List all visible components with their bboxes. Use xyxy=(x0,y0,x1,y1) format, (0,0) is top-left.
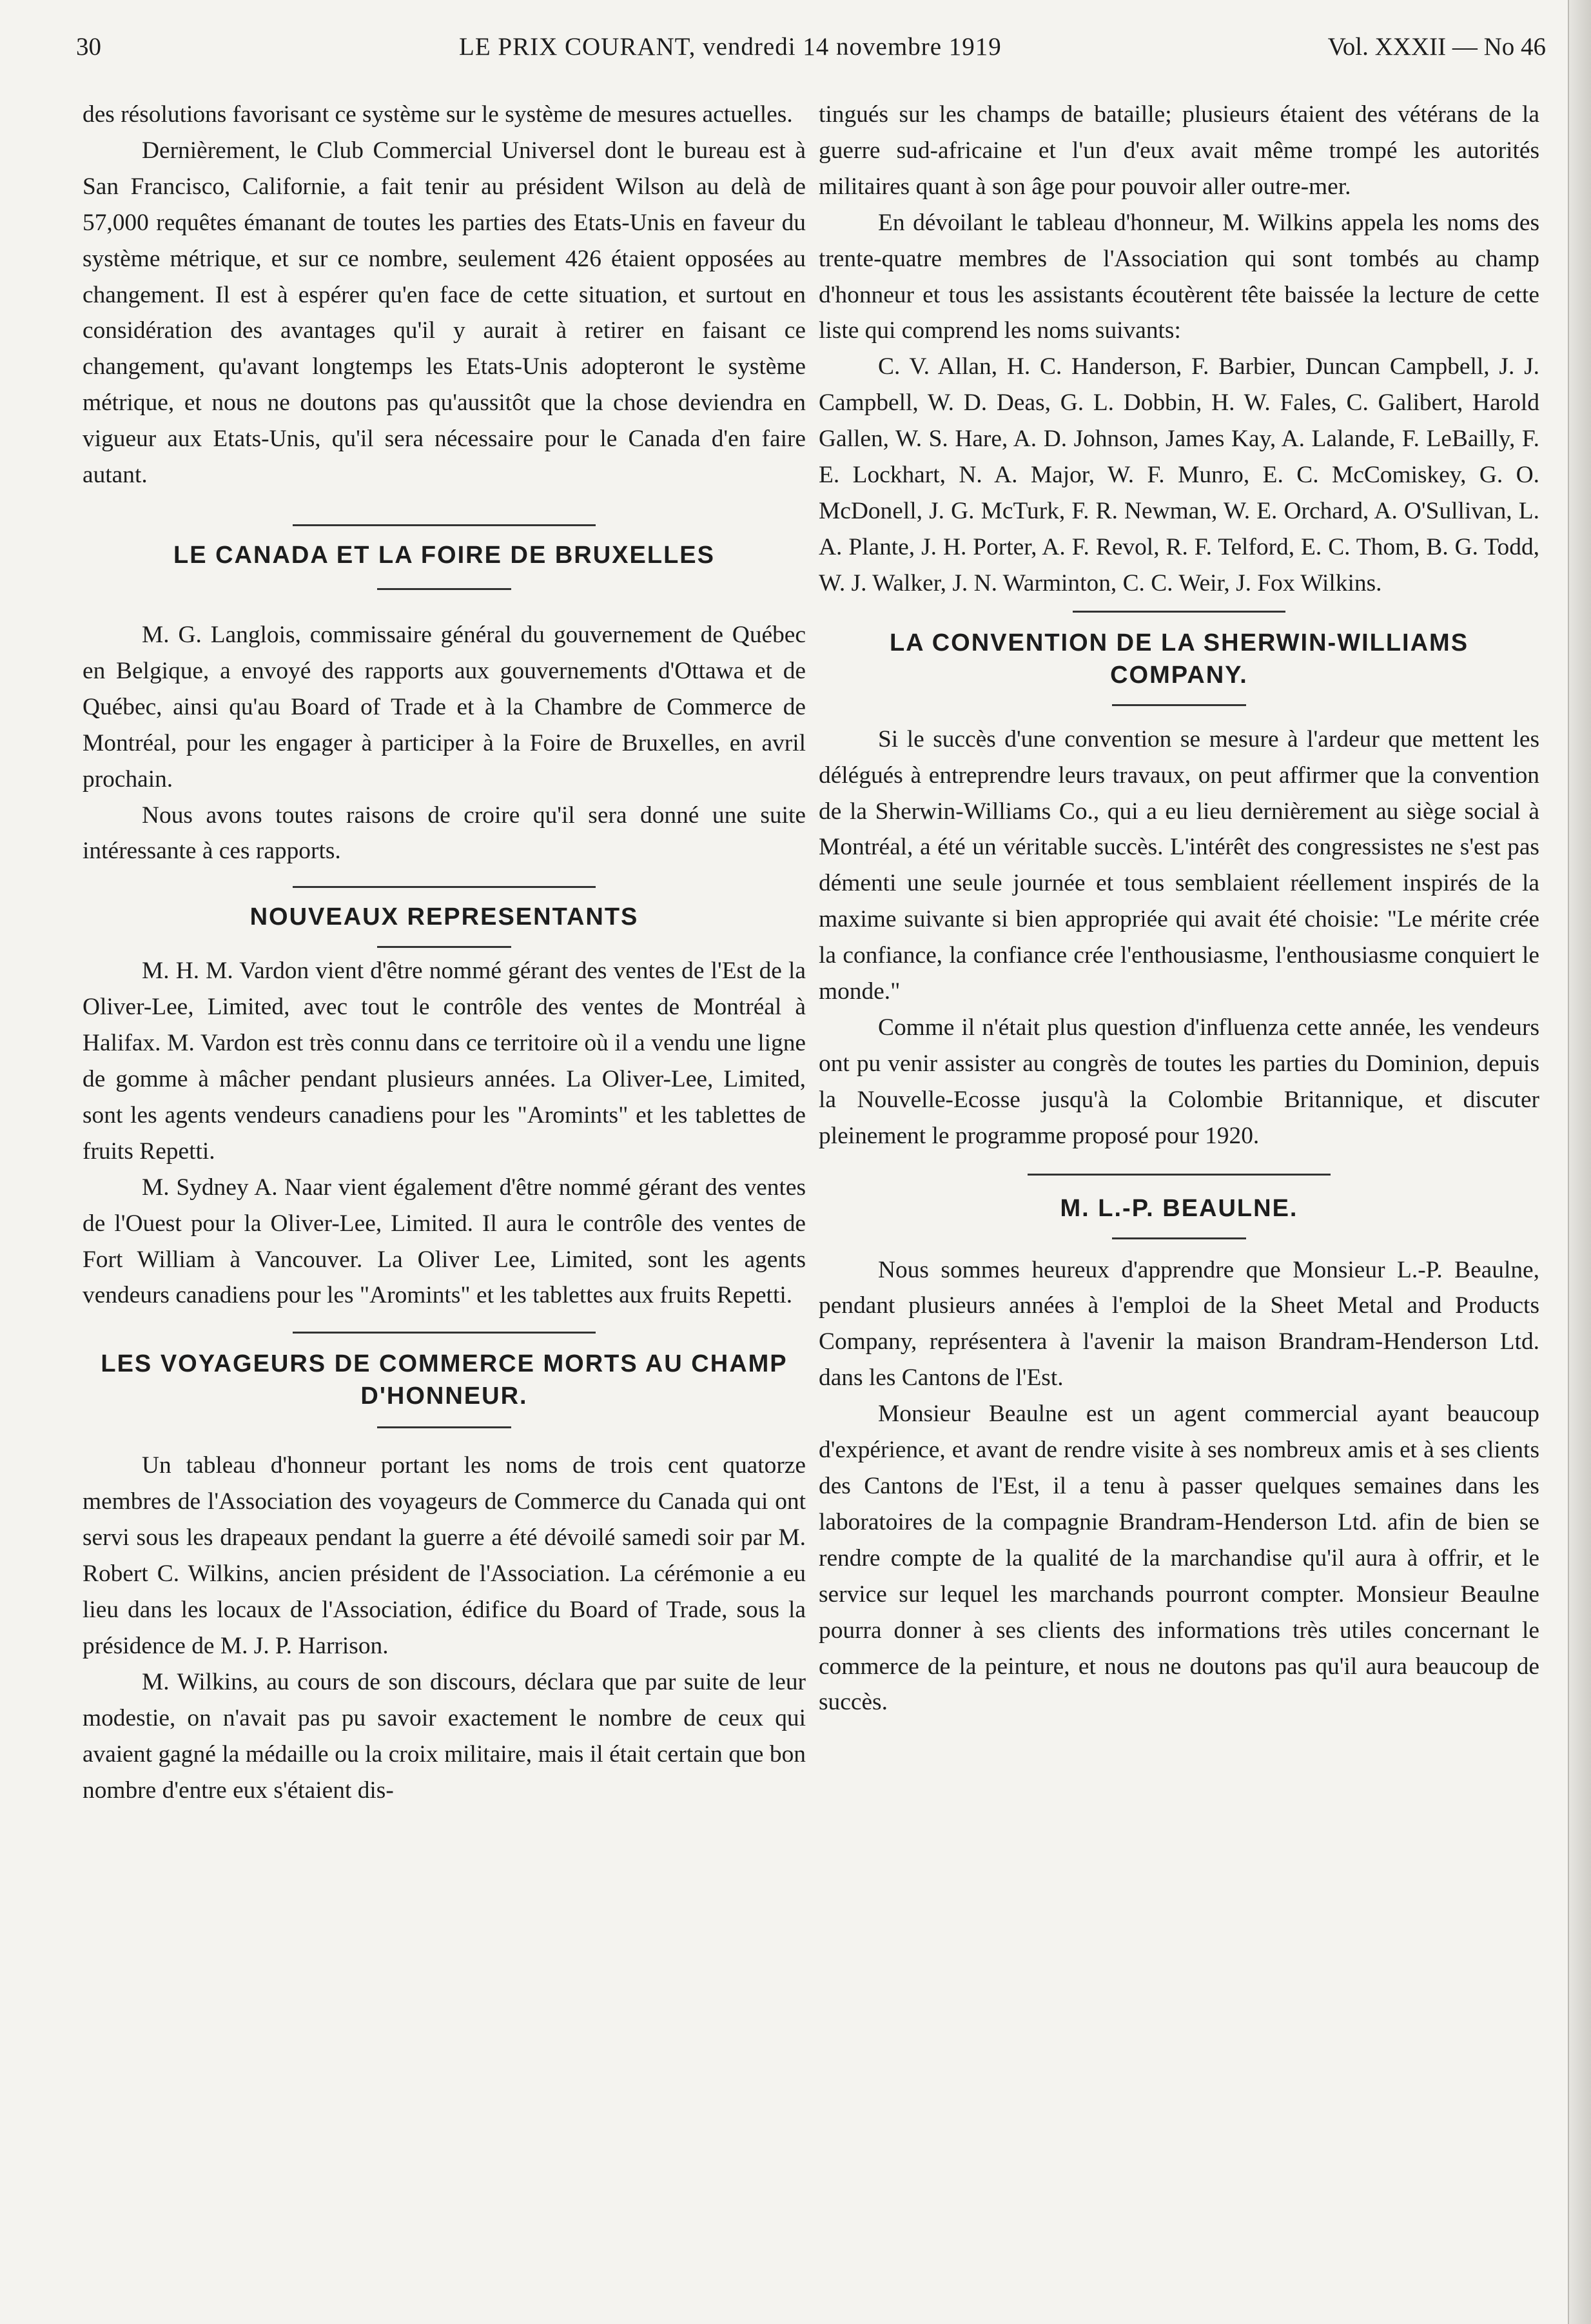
page-edge-shadow xyxy=(1568,0,1591,2324)
volume-number: Vol. XXXII — No 46 xyxy=(1327,33,1546,61)
page-number: 30 xyxy=(76,33,101,61)
left-column xyxy=(83,97,806,1808)
article-paragraph: M. Wilkins, au cours de son discours, déclara que par suite de leur modestie, on n'avait pas pu savoir exactement le nombre de ceux qui avaient gagné la médaille ou la croix militaire, mais il était certain que bon nombre d'entre eux s'étaient dis- xyxy=(83,1668,806,1804)
section-title-foire-bruxelles: LE CANADA ET LA FOIRE DE BRUXELLES xyxy=(173,541,715,569)
article-paragraph: Nous avons toutes raisons de croire qu'il sera donné une suite intéressante à ces rapports. xyxy=(83,802,806,865)
article-paragraph: Un tableau d'honneur portant les noms de trois cent quatorze membres de l'Association des voyageurs de Commerce du Canada qui ont servi sous les drapeaux pendant la guerre a été dévoilé samedi soir par M. Robert C. Wilkins, ancien président de l'Association. La cérémonie a eu lieu dans les locaux de l'Association, édifice du Board of Trade, sous la présidence de M. J. P. Harrison. xyxy=(83,1452,806,1659)
article-paragraph: Monsieur Beaulne est un agent commercial ayant beaucoup d'expérience, et avant de rendre visite à ses nombreux amis et à ses clients des Cantons de l'Est, il a tenu à passer quelques semaines dans les laboratoires de la compagnie Brandram-Henderson Ltd. afin de bien se rendre compte de la qualité de la marchandise qu'il aura à offrir, et le service sur lequel les marchands pourront compter. Monsieur Beaulne pourra donner à ses clients des informations très utiles concernant le commerce de la peinture, et nous ne doutons pas qu'il aura beaucoup de succès. xyxy=(819,1401,1539,1716)
section-title-sherwin-williams: LA CONVENTION DE LA SHERWIN-WILLIAMS COMPANY. xyxy=(889,629,1469,689)
publication-line: LE PRIX COURANT, vendredi 14 novembre 1919 xyxy=(459,33,1002,61)
article-paragraph: M. Sydney A. Naar vient également d'être nommé gérant des ventes de l'Ouest pour la Oliver-Lee, Limited. Il aura le contrôle des ventes de Fort William à Vancouver. La Oliver Lee, Limited, sont les agents vendeurs canadiens pour les "Aromints" et les tablettes aux fruits Repetti. xyxy=(83,1174,806,1309)
right-column xyxy=(819,97,1539,1720)
article-paragraph: En dévoilant le tableau d'honneur, M. Wilkins appela les noms des trente-quatre membres de l'Association qui sont tombés au champ d'honneur et tous les assistants écoutèrent tête baissée la lecture de cette liste qui comprend les noms suivants: xyxy=(819,209,1539,344)
article-paragraph: M. H. M. Vardon vient d'être nommé gérant des ventes de l'Est de la Oliver-Lee, Limited, avec tout le contrôle des ventes de Montréal à Halifax. M. Vardon est très connu dans ce territoire où il a vendu une ligne de gomme à mâcher pendant plusieurs années. La Oliver-Lee, Limited, sont les agents vendeurs canadiens pour les "Aromints" et les tablettes de fruits Repetti. xyxy=(83,958,806,1165)
article-paragraph: Si le succès d'une convention se mesure à l'ardeur que mettent les délégués à entreprendre leurs travaux, on peut affirmer que la convention de la Sherwin-Williams Co., qui a eu lieu dernièrement au siège social à Montréal, a été un véritable succès. L'intérêt des congressistes ne s'est pas démenti une seule journée et tous semblaient réellement inspirés de la maxime suivante si bien appropriée qui avait été choisie: "Le mérite crée la confiance, la confiance crée l'enthousiasme, l'enthousiasme conquiert le monde." xyxy=(819,725,1539,1005)
article-continuation: tingués sur les champs de bataille; plusieurs étaient des vétérans de la guerre sud-africaine et l'un d'eux avait même trompé les autorités militaires quant à son âge pour pouvoir aller outre-mer. xyxy=(819,101,1539,200)
article-paragraph: Comme il n'était plus question d'influenza cette année, les vendeurs ont pu venir assister au congrès de toutes les parties du Dominion, depuis la Nouvelle-Ecosse jusqu'à la Colombie Britannique, et discuter pleinement le programme proposé pour 1920. xyxy=(819,1014,1539,1149)
section-title-voyageurs-de-commerce: LES VOYAGEURS DE COMMERCE MORTS AU CHAMP D'HONNEUR. xyxy=(101,1350,788,1410)
article-paragraph: Dernièrement, le Club Commercial Universel dont le bureau est à San Francisco, Californie, a fait tenir au président Wilson au delà de 57,000 requêtes émanant de toutes les parties des Etats-Unis en faveur du système métrique, et sur ce nombre, seulement 426 étaient opposées au changement. Il est à espérer qu'en face de cette situation, et surtout en considération des avantages qu'il y aurait à retirer en faisant ce changement, qu'avant longtemps les Etats-Unis adopteront le système métrique, et nous ne doutons pas qu'aussitôt que la chose deviendra en vigueur aux Etats-Unis, qu'il sera nécessaire pour le Canada d'en faire autant. xyxy=(83,137,806,489)
article-paragraph: Nous sommes heureux d'apprendre que Monsieur L.-P. Beaulne, pendant plusieurs années à l'emploi de la Sheet Metal and Products Company, représentera à l'avenir la maison Brandram-Henderson Ltd. dans les Cantons de l'Est. xyxy=(819,1256,1539,1392)
page-header xyxy=(76,25,1546,70)
section-title-nouveaux-representants: NOUVEAUX REPRESENTANTS xyxy=(249,903,639,931)
honor-roll-names: C. V. Allan, H. C. Handerson, F. Barbier, Duncan Campbell, J. J. Campbell, W. D. Deas, G. L. Dobbin, H. W. Fales, C. Galibert, Harold Gallen, W. S. Hare, A. D. Johnson, James Kay, A. Lalande, F. LeBailly, F. E. Lockhart, N. A. Major, W. F. Munro, E. C. McComiskey, G. O. McDonell, J. G. McTurk, F. R. Newman, W. E. Orchard, A. O'Sullivan, L. A. Plante, J. H. Porter, A. F. Revol, R. F. Telford, E. C. Thom, B. G. Todd, W. J. Walker, J. N. Warminton, C. C. Weir, J. Fox Wilkins. xyxy=(819,353,1539,596)
article-paragraph: M. G. Langlois, commissaire général du gouvernement de Québec en Belgique, a envoyé des rapports aux gouvernements d'Ottawa et de Québec, ainsi qu'au Board of Trade et à la Chambre de Commerce de Montréal, pour les engager à participer à la Foire de Bruxelles, en avril prochain. xyxy=(83,621,806,793)
article-continuation: des résolutions favorisant ce système sur le système de mesures actuelles. xyxy=(83,101,793,128)
section-title-beaulne: M. L.-P. BEAULNE. xyxy=(1060,1194,1298,1222)
